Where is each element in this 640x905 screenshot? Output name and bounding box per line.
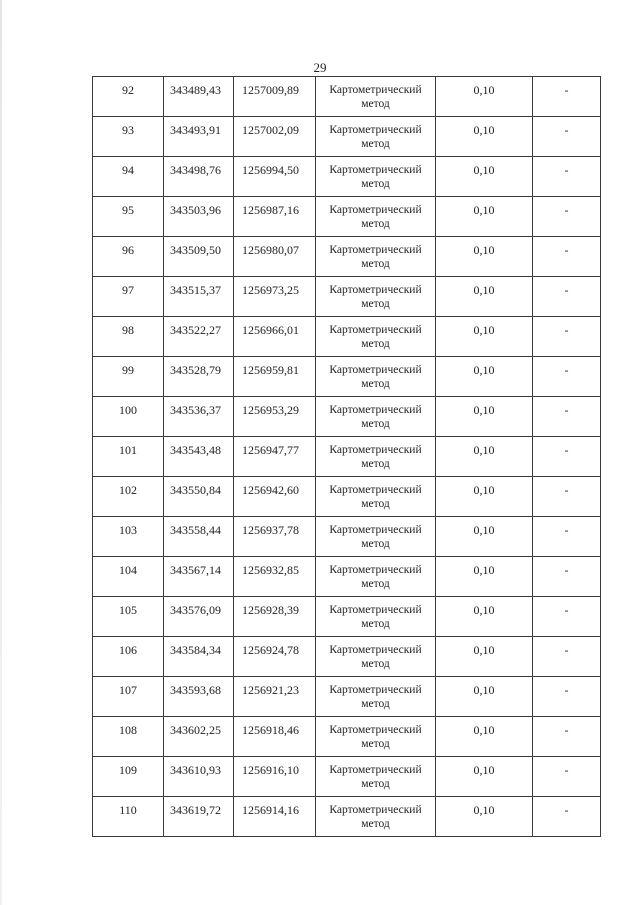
scan-edge [0, 0, 2, 905]
accuracy-cell: 0,10 [436, 437, 533, 477]
y-coordinate-cell: 1256994,50 [234, 157, 316, 197]
method-cell [316, 517, 436, 557]
x-coordinate-cell: 343567,14 [164, 557, 234, 597]
y-coordinate-cell: 1256966,01 [234, 317, 316, 357]
x-coordinate-cell: 343619,72 [164, 797, 234, 837]
method-cell [316, 117, 436, 157]
point-number-cell: 99 [93, 357, 164, 397]
method-line-1: Картометрический [329, 84, 422, 96]
method-line-2: метод [361, 138, 390, 150]
table-row [93, 197, 601, 237]
accuracy-cell: 0,10 [436, 237, 533, 277]
note-cell: - [533, 717, 601, 757]
table-row [93, 477, 601, 517]
x-coordinate-cell: 343503,96 [164, 197, 234, 237]
accuracy-cell: 0,10 [436, 117, 533, 157]
method-cell [316, 237, 436, 277]
point-number-cell: 95 [93, 197, 164, 237]
point-number-cell: 106 [93, 637, 164, 677]
method-line-1: Картометрический [329, 724, 422, 736]
method-line-2: метод [361, 258, 390, 270]
accuracy-cell: 0,10 [436, 677, 533, 717]
accuracy-cell: 0,10 [436, 517, 533, 557]
page-number: 29 [313, 60, 327, 75]
method-cell [316, 277, 436, 317]
method-cell [316, 637, 436, 677]
y-coordinate-cell: 1256924,78 [234, 637, 316, 677]
note-cell: - [533, 77, 601, 117]
note-cell: - [533, 597, 601, 637]
point-number-cell: 97 [93, 277, 164, 317]
method-line-2: метод [361, 218, 390, 230]
y-coordinate-cell: 1256980,07 [234, 237, 316, 277]
accuracy-cell: 0,10 [436, 77, 533, 117]
method-line-1: Картометрический [329, 204, 422, 216]
method-line-2: метод [361, 578, 390, 590]
x-coordinate-cell: 343558,44 [164, 517, 234, 557]
x-coordinate-cell: 343493,91 [164, 117, 234, 157]
y-coordinate-cell: 1256953,29 [234, 397, 316, 437]
method-line-1: Картометрический [329, 804, 422, 816]
point-number-cell: 109 [93, 757, 164, 797]
table-row [93, 397, 601, 437]
method-line-2: метод [361, 658, 390, 670]
table-row [93, 77, 601, 117]
point-number-cell: 96 [93, 237, 164, 277]
note-cell: - [533, 357, 601, 397]
y-coordinate-cell: 1256918,46 [234, 717, 316, 757]
method-cell [316, 717, 436, 757]
y-coordinate-cell: 1256942,60 [234, 477, 316, 517]
point-number-cell: 94 [93, 157, 164, 197]
accuracy-cell: 0,10 [436, 797, 533, 837]
method-line-2: метод [361, 458, 390, 470]
method-cell [316, 797, 436, 837]
method-line-2: метод [361, 98, 390, 110]
note-cell: - [533, 757, 601, 797]
method-line-1: Картометрический [329, 644, 422, 656]
method-line-1: Картометрический [329, 684, 422, 696]
method-line-1: Картометрический [329, 124, 422, 136]
method-line-1: Картометрический [329, 604, 422, 616]
point-number-cell: 101 [93, 437, 164, 477]
x-coordinate-cell: 343509,50 [164, 237, 234, 277]
y-coordinate-cell: 1256928,39 [234, 597, 316, 637]
method-cell [316, 397, 436, 437]
table-row [93, 357, 601, 397]
table-row [93, 557, 601, 597]
point-number-cell: 110 [93, 797, 164, 837]
note-cell: - [533, 637, 601, 677]
accuracy-cell: 0,10 [436, 317, 533, 357]
x-coordinate-cell: 343515,37 [164, 277, 234, 317]
x-coordinate-cell: 343489,43 [164, 77, 234, 117]
x-coordinate-cell: 343543,48 [164, 437, 234, 477]
method-line-1: Картометрический [329, 364, 422, 376]
y-coordinate-cell: 1256921,23 [234, 677, 316, 717]
y-coordinate-cell: 1256947,77 [234, 437, 316, 477]
method-line-2: метод [361, 738, 390, 750]
x-coordinate-cell: 343550,84 [164, 477, 234, 517]
note-cell: - [533, 677, 601, 717]
x-coordinate-cell: 343593,68 [164, 677, 234, 717]
method-line-2: метод [361, 698, 390, 710]
accuracy-cell: 0,10 [436, 277, 533, 317]
note-cell: - [533, 797, 601, 837]
method-cell [316, 597, 436, 637]
method-line-2: метод [361, 378, 390, 390]
point-number-cell: 100 [93, 397, 164, 437]
method-line-1: Картометрический [329, 564, 422, 576]
y-coordinate-cell: 1257002,09 [234, 117, 316, 157]
accuracy-cell: 0,10 [436, 717, 533, 757]
table-row [93, 597, 601, 637]
y-coordinate-cell: 1256987,16 [234, 197, 316, 237]
method-cell [316, 357, 436, 397]
x-coordinate-cell: 343576,09 [164, 597, 234, 637]
method-line-2: метод [361, 818, 390, 830]
x-coordinate-cell: 343522,27 [164, 317, 234, 357]
point-number-cell: 102 [93, 477, 164, 517]
method-line-2: метод [361, 538, 390, 550]
note-cell: - [533, 117, 601, 157]
point-number-cell: 98 [93, 317, 164, 357]
y-coordinate-cell: 1256932,85 [234, 557, 316, 597]
point-number-cell: 103 [93, 517, 164, 557]
note-cell: - [533, 437, 601, 477]
method-cell [316, 437, 436, 477]
method-line-1: Картометрический [329, 524, 422, 536]
method-line-2: метод [361, 298, 390, 310]
table-row [93, 717, 601, 757]
table-row [93, 277, 601, 317]
note-cell: - [533, 477, 601, 517]
table-row [93, 677, 601, 717]
coordinates-table-body [93, 77, 601, 837]
method-line-1: Картометрический [329, 484, 422, 496]
x-coordinate-cell: 343610,93 [164, 757, 234, 797]
accuracy-cell: 0,10 [436, 637, 533, 677]
table-row [93, 157, 601, 197]
accuracy-cell: 0,10 [436, 477, 533, 517]
note-cell: - [533, 317, 601, 357]
table-row [93, 317, 601, 357]
method-line-2: метод [361, 498, 390, 510]
coordinates-table [92, 76, 601, 837]
accuracy-cell: 0,10 [436, 757, 533, 797]
method-line-2: метод [361, 338, 390, 350]
method-line-1: Картометрический [329, 284, 422, 296]
method-cell [316, 557, 436, 597]
y-coordinate-cell: 1256959,81 [234, 357, 316, 397]
point-number-cell: 108 [93, 717, 164, 757]
note-cell: - [533, 557, 601, 597]
method-cell [316, 197, 436, 237]
table-row [93, 237, 601, 277]
method-cell [316, 157, 436, 197]
x-coordinate-cell: 343584,34 [164, 637, 234, 677]
note-cell: - [533, 277, 601, 317]
y-coordinate-cell: 1256916,10 [234, 757, 316, 797]
accuracy-cell: 0,10 [436, 397, 533, 437]
method-cell [316, 317, 436, 357]
method-line-1: Картометрический [329, 244, 422, 256]
method-line-1: Картометрический [329, 764, 422, 776]
table-row [93, 797, 601, 837]
x-coordinate-cell: 343498,76 [164, 157, 234, 197]
method-line-2: метод [361, 778, 390, 790]
method-line-2: метод [361, 618, 390, 630]
accuracy-cell: 0,10 [436, 197, 533, 237]
accuracy-cell: 0,10 [436, 157, 533, 197]
note-cell: - [533, 397, 601, 437]
y-coordinate-cell: 1256937,78 [234, 517, 316, 557]
y-coordinate-cell: 1256914,16 [234, 797, 316, 837]
accuracy-cell: 0,10 [436, 357, 533, 397]
method-line-1: Картометрический [329, 324, 422, 336]
accuracy-cell: 0,10 [436, 557, 533, 597]
method-cell [316, 477, 436, 517]
x-coordinate-cell: 343536,37 [164, 397, 234, 437]
table-row [93, 637, 601, 677]
point-number-cell: 107 [93, 677, 164, 717]
table-row [93, 117, 601, 157]
point-number-cell: 104 [93, 557, 164, 597]
note-cell: - [533, 237, 601, 277]
accuracy-cell: 0,10 [436, 597, 533, 637]
method-cell [316, 77, 436, 117]
note-cell: - [533, 157, 601, 197]
point-number-cell: 92 [93, 77, 164, 117]
x-coordinate-cell: 343528,79 [164, 357, 234, 397]
method-line-1: Картометрический [329, 404, 422, 416]
table-row [93, 437, 601, 477]
point-number-cell: 105 [93, 597, 164, 637]
note-cell: - [533, 197, 601, 237]
note-cell: - [533, 517, 601, 557]
method-line-2: метод [361, 178, 390, 190]
table-row [93, 517, 601, 557]
table-row [93, 757, 601, 797]
point-number-cell: 93 [93, 117, 164, 157]
y-coordinate-cell: 1257009,89 [234, 77, 316, 117]
method-cell [316, 757, 436, 797]
method-line-2: метод [361, 418, 390, 430]
x-coordinate-cell: 343602,25 [164, 717, 234, 757]
y-coordinate-cell: 1256973,25 [234, 277, 316, 317]
method-line-1: Картометрический [329, 164, 422, 176]
method-cell [316, 677, 436, 717]
method-line-1: Картометрический [329, 444, 422, 456]
